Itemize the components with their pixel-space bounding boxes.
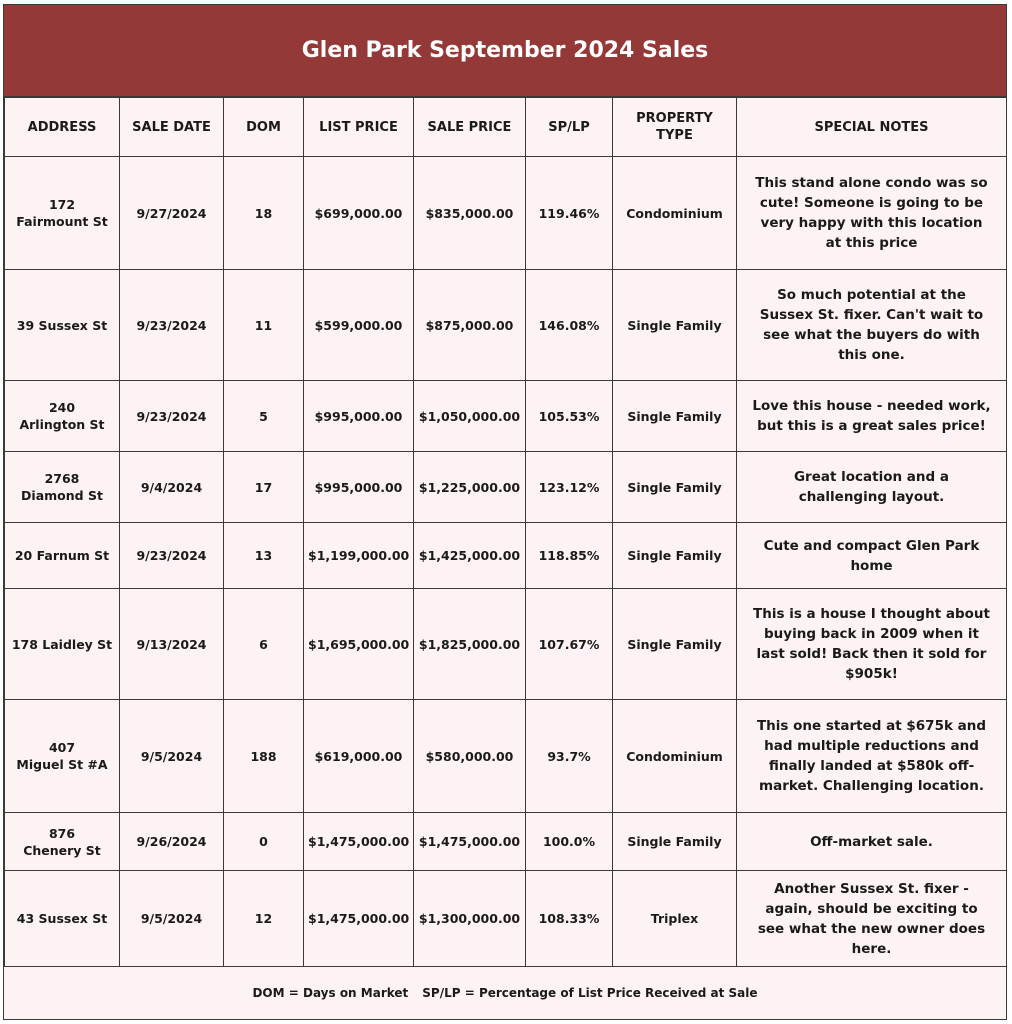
table-row xyxy=(5,700,1007,813)
sale-price-cell: $1,225,000.00 xyxy=(414,452,526,523)
address-cell: 39 Sussex St xyxy=(5,270,120,381)
column-header-special-notes: SPECIAL NOTES xyxy=(737,98,1007,157)
sale-price-cell: $1,475,000.00 xyxy=(414,813,526,871)
list-price-cell: $1,475,000.00 xyxy=(304,813,414,871)
splp-legend: SP/LP = Percentage of List Price Received at Sale xyxy=(422,986,758,1000)
property-type-cell: Condominium xyxy=(613,157,737,270)
sp-lp-cell: 108.33% xyxy=(526,871,613,967)
sale-date-cell: 9/26/2024 xyxy=(120,813,224,871)
table-row xyxy=(5,452,1007,523)
address-cell: 178 Laidley St xyxy=(5,589,120,700)
sale-price-cell: $1,300,000.00 xyxy=(414,871,526,967)
column-header-property-type: PROPERTY TYPE xyxy=(613,98,737,157)
column-header-list-price: LIST PRICE xyxy=(304,98,414,157)
sales-table xyxy=(4,97,1007,967)
special-notes-cell: Another Sussex St. fixer - again, should be exciting to see what the new owner does here. xyxy=(737,871,1007,967)
dom-cell: 13 xyxy=(224,523,304,589)
table-row xyxy=(5,381,1007,452)
dom-cell: 5 xyxy=(224,381,304,452)
special-notes-cell: Cute and compact Glen Park home xyxy=(737,523,1007,589)
sp-lp-cell: 123.12% xyxy=(526,452,613,523)
list-price-cell: $995,000.00 xyxy=(304,452,414,523)
property-type-cell: Single Family xyxy=(613,270,737,381)
list-price-cell: $699,000.00 xyxy=(304,157,414,270)
special-notes-cell: Great location and a challenging layout. xyxy=(737,452,1007,523)
column-header-dom: DOM xyxy=(224,98,304,157)
dom-cell: 17 xyxy=(224,452,304,523)
address-cell: 2768 Diamond St xyxy=(5,452,120,523)
special-notes-cell: This is a house I thought about buying back in 2009 when it last sold! Back then it sold for $905k! xyxy=(737,589,1007,700)
title-bar xyxy=(4,5,1006,97)
property-type-cell: Single Family xyxy=(613,523,737,589)
dom-cell: 12 xyxy=(224,871,304,967)
property-type-cell: Triplex xyxy=(613,871,737,967)
page-title: Glen Park September 2024 Sales xyxy=(301,38,709,63)
table-row xyxy=(5,523,1007,589)
sale-price-cell: $1,425,000.00 xyxy=(414,523,526,589)
property-type-cell: Single Family xyxy=(613,813,737,871)
sale-date-cell: 9/4/2024 xyxy=(120,452,224,523)
column-header-sp-lp: SP/LP xyxy=(526,98,613,157)
property-type-cell: Single Family xyxy=(613,381,737,452)
sale-price-cell: $1,825,000.00 xyxy=(414,589,526,700)
sp-lp-cell: 118.85% xyxy=(526,523,613,589)
table-row xyxy=(5,157,1007,270)
property-type-cell: Condominium xyxy=(613,700,737,813)
address-cell: 407 Miguel St #A xyxy=(5,700,120,813)
list-price-cell: $1,475,000.00 xyxy=(304,871,414,967)
dom-legend: DOM = Days on Market xyxy=(252,986,409,1000)
list-price-cell: $599,000.00 xyxy=(304,270,414,381)
dom-cell: 188 xyxy=(224,700,304,813)
sale-price-cell: $875,000.00 xyxy=(414,270,526,381)
dom-cell: 18 xyxy=(224,157,304,270)
sp-lp-cell: 100.0% xyxy=(526,813,613,871)
sale-price-cell: $1,050,000.00 xyxy=(414,381,526,452)
sale-date-cell: 9/23/2024 xyxy=(120,270,224,381)
special-notes-cell: Love this house - needed work, but this is a great sales price! xyxy=(737,381,1007,452)
dom-cell: 6 xyxy=(224,589,304,700)
address-cell: 43 Sussex St xyxy=(5,871,120,967)
dom-cell: 0 xyxy=(224,813,304,871)
table-row xyxy=(5,270,1007,381)
address-cell: 20 Farnum St xyxy=(5,523,120,589)
special-notes-cell: So much potential at the Sussex St. fixer. Can't wait to see what the buyers do with this one. xyxy=(737,270,1007,381)
table-row xyxy=(5,813,1007,871)
list-price-cell: $1,695,000.00 xyxy=(304,589,414,700)
list-price-cell: $1,199,000.00 xyxy=(304,523,414,589)
property-type-cell: Single Family xyxy=(613,452,737,523)
list-price-cell: $619,000.00 xyxy=(304,700,414,813)
table-row xyxy=(5,871,1007,967)
special-notes-cell: This one started at $675k and had multiple reductions and finally landed at $580k off-market. Challenging location. xyxy=(737,700,1007,813)
address-cell: 876 Chenery St xyxy=(5,813,120,871)
list-price-cell: $995,000.00 xyxy=(304,381,414,452)
sale-date-cell: 9/23/2024 xyxy=(120,381,224,452)
sales-sheet xyxy=(3,4,1007,1020)
table-row xyxy=(5,589,1007,700)
special-notes-cell: This stand alone condo was so cute! Someone is going to be very happy with this location at this price xyxy=(737,157,1007,270)
sale-date-cell: 9/5/2024 xyxy=(120,700,224,813)
sp-lp-cell: 105.53% xyxy=(526,381,613,452)
table-header-row xyxy=(5,98,1007,157)
sale-price-cell: $580,000.00 xyxy=(414,700,526,813)
legend-footer xyxy=(4,967,1006,1019)
sp-lp-cell: 119.46% xyxy=(526,157,613,270)
column-header-sale-price: SALE PRICE xyxy=(414,98,526,157)
sale-date-cell: 9/27/2024 xyxy=(120,157,224,270)
sale-date-cell: 9/23/2024 xyxy=(120,523,224,589)
sp-lp-cell: 93.7% xyxy=(526,700,613,813)
property-type-cell: Single Family xyxy=(613,589,737,700)
sale-date-cell: 9/13/2024 xyxy=(120,589,224,700)
sp-lp-cell: 146.08% xyxy=(526,270,613,381)
column-header-sale-date: SALE DATE xyxy=(120,98,224,157)
sp-lp-cell: 107.67% xyxy=(526,589,613,700)
sale-date-cell: 9/5/2024 xyxy=(120,871,224,967)
column-header-address: ADDRESS xyxy=(5,98,120,157)
dom-cell: 11 xyxy=(224,270,304,381)
sale-price-cell: $835,000.00 xyxy=(414,157,526,270)
address-cell: 172 Fairmount St xyxy=(5,157,120,270)
special-notes-cell: Off-market sale. xyxy=(737,813,1007,871)
address-cell: 240 Arlington St xyxy=(5,381,120,452)
